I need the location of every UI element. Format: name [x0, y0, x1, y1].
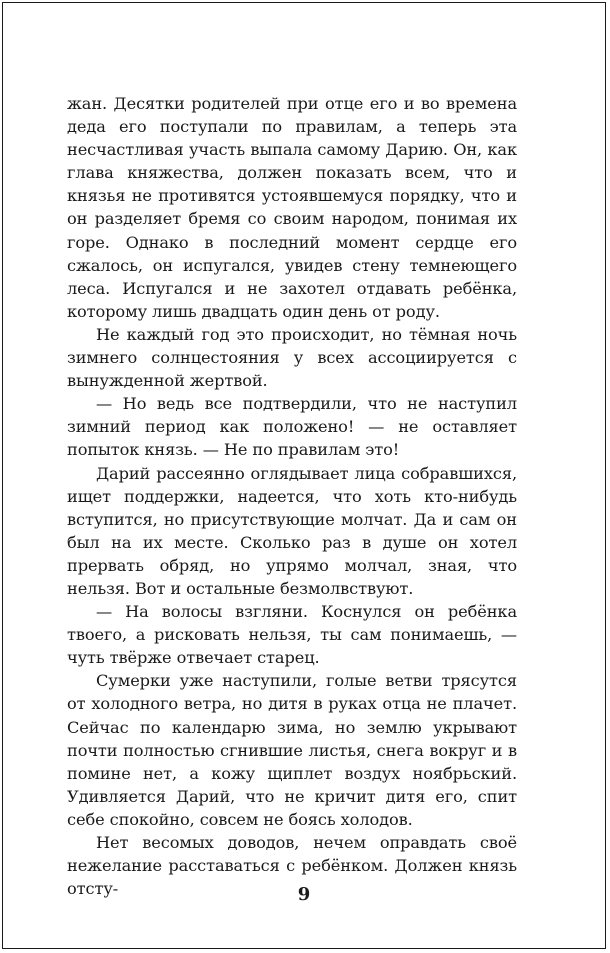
book-page: [2, 2, 606, 949]
paragraph-2: Не каждый год это происходит, но тёмная ночь зимнего солнцестояния у всех ассоциируется с вынужденной жертвой.: [67, 324, 517, 391]
paragraph-4: Дарий рассеянно оглядывает лица собравшихся, ищет поддержки, надеется, что хоть кто-нибудь вступится, но присутствующие молчат. Да и сам он был на их месте. Сколько раз в душе он хотел прервать обряд, но упрямо молчал, зная, что нельзя. Вот и остальные безмолвствуют.: [67, 463, 517, 598]
page-number: 9: [297, 884, 311, 905]
paragraph-6: Сумерки уже наступили, голые ветви трясутся от холодного ветра, но дитя в руках отца не плачет. Сейчас по календарю зима, но землю укрывают почти полностью сгнившие листья, снега вокруг и в помине нет, а кожу щиплет воздух ноябрьский. Удивляется Дарий, что не кричит дитя его, спит себе спокойно, совсем не боясь холодов.: [67, 671, 517, 829]
paragraph-7: Нет весомых доводов, нечем оправдать своё нежелание расставаться с ребёнком. Должен князь отсту-: [67, 833, 517, 899]
paragraph-5: — На волосы взгляни. Коснулся он ребёнка твоего, а рисковать нельзя, ты сам понимаешь, — чуть твёрже отвечает старец.: [67, 602, 517, 668]
paragraph-3: — Но ведь все подтвердили, что не наступил зимний период как положено! — не оставляет попыток князь. — Не по правилам это!: [67, 394, 517, 460]
body-text: [67, 92, 517, 900]
paragraph-1: жан. Десятки родителей при отце его и во времена деда его поступали по правилам, а теперь эта несчастливая участь выпала самому Дарию. Он, как глава княжества, должен показать всем, что и князья не противятся устоявшемуся порядку, что и он разделяет бремя со своим народом, понимая их горе. Однако в последний момент сердце его сжалось, он испугался, увидев стену темнеющего леса. Испугался и не захотел отдавать ребёнка, которому лишь двадцать один день от роду.: [67, 94, 517, 321]
